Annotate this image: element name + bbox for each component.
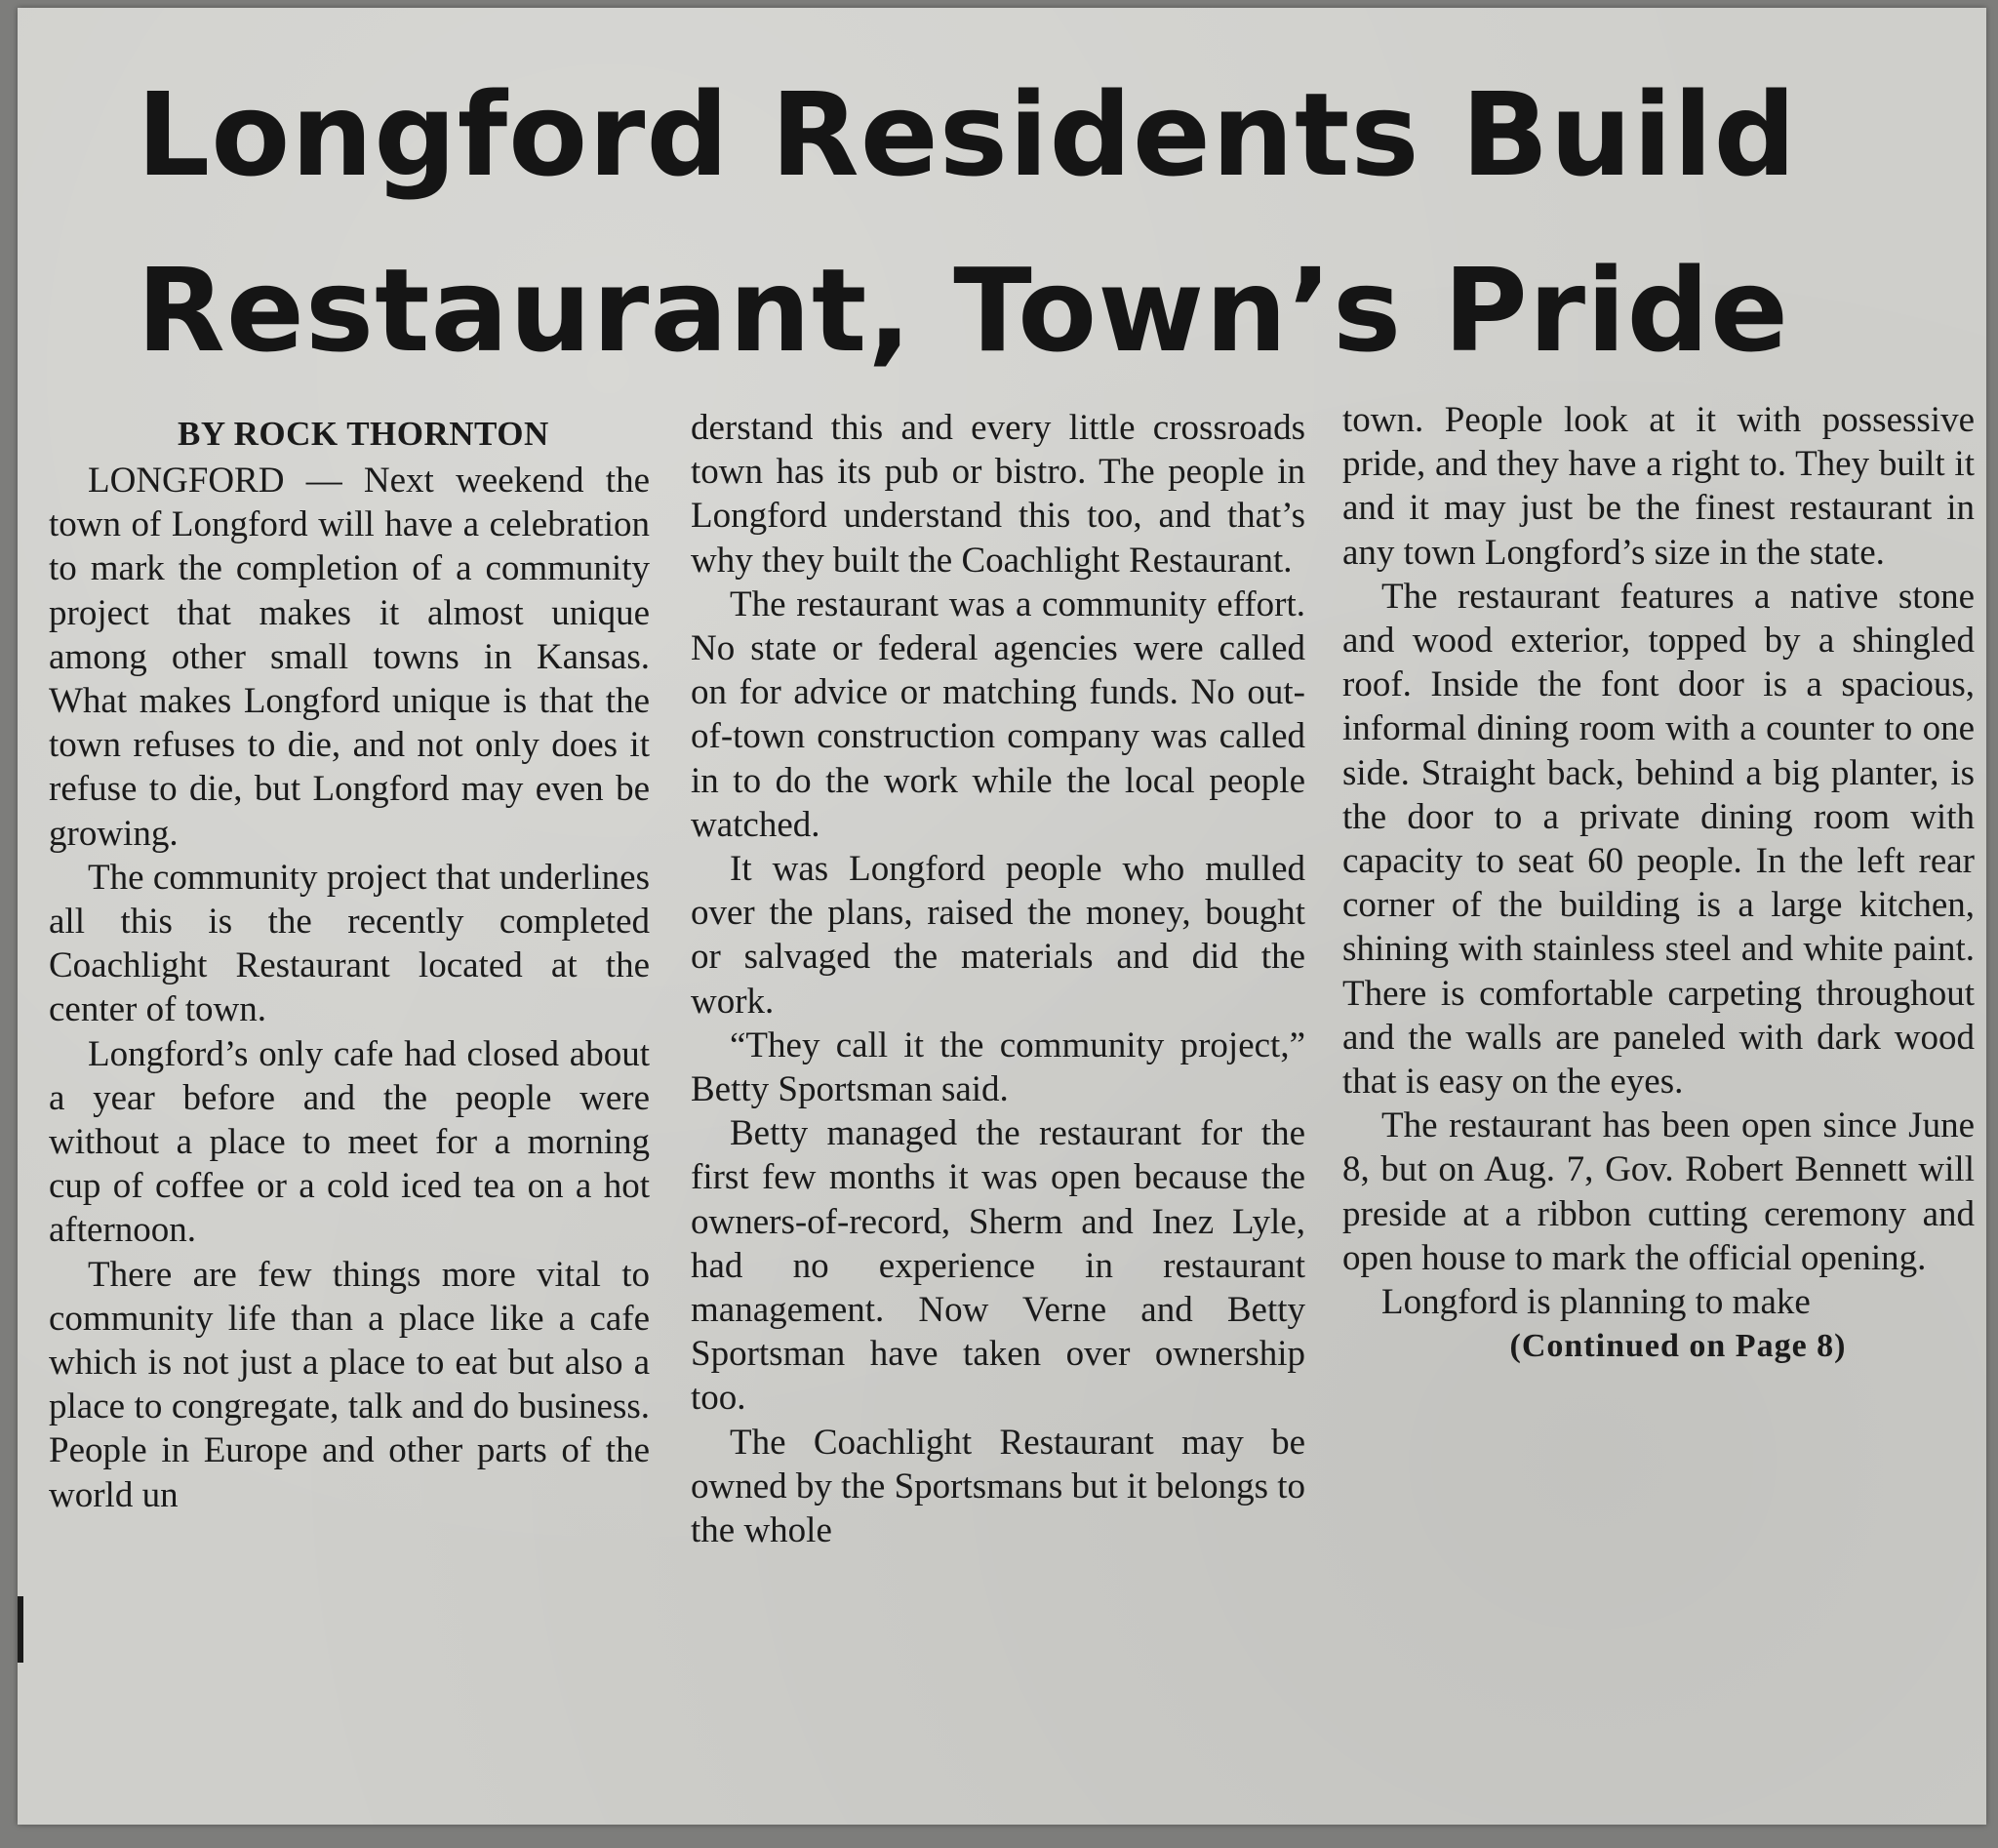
- paragraph: It was Longford people who mulled over the plans, raised the money, bought or salvaged the materials and did the work.: [691, 849, 1305, 1022]
- headline-line-2: Restaurant, Town’s Pride: [137, 243, 1789, 378]
- paragraph: Longford is planning to make: [1381, 1282, 1811, 1323]
- paragraph: derstand this and every little crossroads town has its pub or bistro. The people in Longford understand this too, and that’s why they built the Coachlight Restaurant.: [691, 408, 1305, 581]
- paragraph: The restaurant was a community effort. No state or federal agencies were called on for advice or matching funds. No out-of-town construction company was called in to do the work while the local people watched.: [691, 583, 1305, 845]
- article-column-3: [1342, 398, 1975, 1369]
- paragraph: The restaurant features a native stone and wood exterior, topped by a shingled roof. Inside the font door is a spacious, informal dining room with a counter to one side. Straight back, behind a big planter, is the door to a private dining room with capacity to seat 60 people. In the left rear corner of the building is a large kitchen, shining with stainless steel and white paint. There is comfortable carpeting throughout and the walls are paneled with dark wood that is easy on the eyes.: [1342, 576, 1975, 1103]
- article-column-1: [49, 410, 650, 1517]
- paragraph: There are few things more vital to community life than a place like a cafe which is not just a place to eat but also a place to congregate, talk and do business. People in Europe and other parts of the world un: [49, 1254, 650, 1515]
- headline: [137, 47, 1912, 398]
- paragraph: The Coachlight Restaurant may be owned by the Sportsmans but it belongs to the whole: [691, 1422, 1305, 1551]
- edge-mark: [18, 1596, 23, 1663]
- paragraph: Betty managed the restaurant for the first few months it was open because the owners-of-record, Sherm and Inez Lyle, had no experience in restaurant management. Now Verne and Betty Sportsman have taken over ownership too.: [691, 1113, 1305, 1419]
- paragraph: “They call it the community project,” Betty Sportsman said.: [691, 1024, 1305, 1110]
- paragraph: town. People look at it with possessive pride, and they have a right to. They built it and it may just be the finest restaurant in any town Longford’s size in the state.: [1342, 400, 1975, 573]
- paragraph: The restaurant has been open since June 8, but on Aug. 7, Gov. Robert Bennett will preside at a ribbon cutting ceremony and open house to mark the official opening.: [1342, 1105, 1975, 1278]
- paragraph: The community project that underlines all this is the recently completed Coachlight Restaurant located at the center of town.: [49, 857, 650, 1030]
- newspaper-clipping: [18, 8, 1986, 1825]
- article-column-2: [691, 406, 1305, 1552]
- paragraph: Longford’s only cafe had closed about a year before and the people were without a place to meet for a morning cup of coffee or a cold iced tea on a hot afternoon.: [49, 1033, 650, 1251]
- byline: BY ROCK THORNTON: [178, 415, 549, 453]
- paragraph: LONGFORD — Next weekend the town of Longford will have a celebration to mark the completion of a community project that makes it almost unique among other small towns in Kansas. What makes Longford unique is that the town refuses to die, and not only does it refuse to die, but Longford may even be growing.: [49, 461, 650, 854]
- continued-note: (Continued on Page 8): [1509, 1328, 1847, 1365]
- headline-line-1: Longford Residents Build: [137, 67, 1797, 202]
